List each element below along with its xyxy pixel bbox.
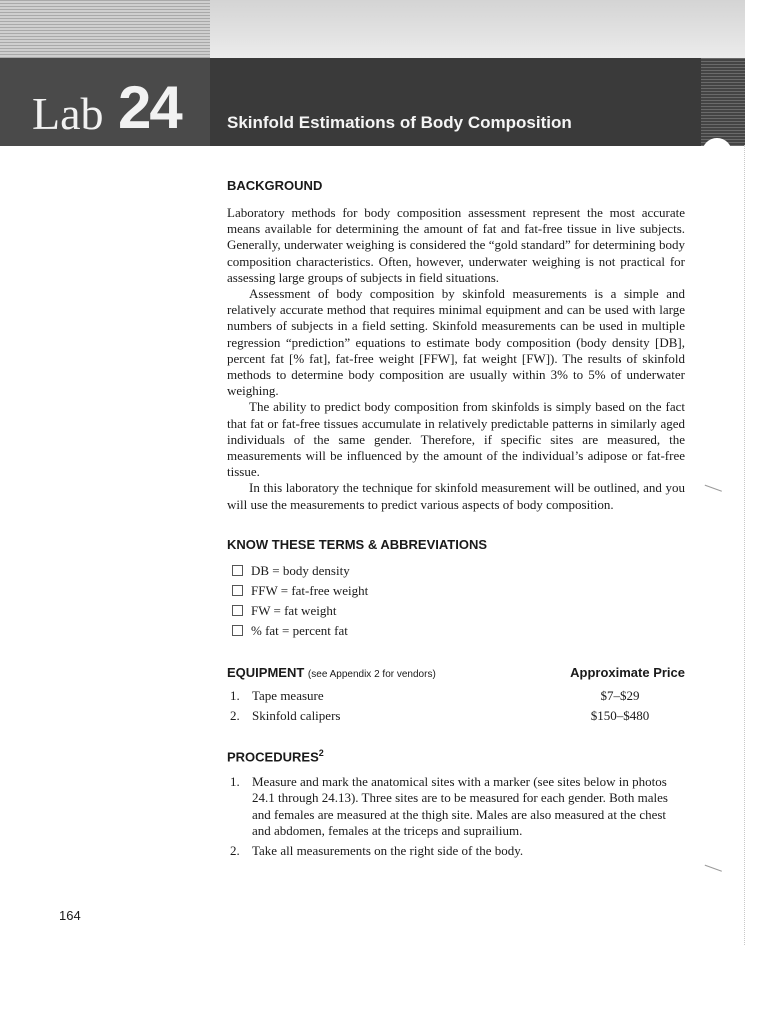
background-paragraph: Laboratory methods for body composition assessment represent the most accurate means available for determining the amount of fat and fat-free tissue in live subjects. Generally, underwater weighing is considered the “gold standard” for determining body composition characteristics. Often, however, underwater weighing is not practical for assessing large groups of subjects in field situations. — [227, 205, 685, 285]
chapter-title: Skinfold Estimations of Body Composition — [227, 113, 572, 132]
term-item: DB = body density — [227, 561, 685, 581]
terms-list — [227, 561, 685, 641]
equipment-heading: EQUIPMENT (see Appendix 2 for vendors) — [227, 664, 436, 680]
banner-lines — [701, 58, 745, 146]
background-heading: BACKGROUND — [227, 178, 323, 193]
equipment-header — [227, 665, 685, 680]
lab-number: 24 — [118, 74, 181, 141]
banner-dot — [702, 138, 732, 168]
procedures-list — [227, 774, 685, 859]
page-number: 164 — [59, 908, 81, 923]
procedure-step: 1. Measure and mark the anatomical sites with a marker (see sites below in photos 24.1 through 24.13). Three sites are to be measured for each gender. Both males and females are measured at the thigh site. Males are also measured at the chest and abdomen, females at the triceps and suprailium. — [230, 774, 668, 838]
background-paragraph: Assessment of body composition by skinfold measurements is a simple and relatively accurate method that requires minimal equipment and can be used with large numbers of subjects in a field setting. Skinfold measurements can be used in multiple regression “prediction” equations to estimate body composition (body density [DB], percent fat [% fat], fat-free weight [FFW], fat weight [FW]). The results of skinfold methods to determine body composition are usually within 3% to 5% of underwater weighing. — [227, 286, 685, 399]
margin-mark — [705, 475, 726, 491]
background-paragraph: In this laboratory the technique for skinfold measurement will be outlined, and you will use the measurements to predict various aspects of body composition. — [227, 480, 685, 512]
equipment-row: 1. Tape measure $7–$29 — [230, 687, 640, 703]
lab-word: Lab — [32, 88, 104, 139]
page-content — [227, 178, 685, 863]
term-item: FW = fat weight — [227, 601, 685, 621]
price-heading: Approximate Price — [570, 664, 685, 680]
terms-heading: KNOW THESE TERMS & ABBREVIATIONS — [227, 536, 488, 552]
header-lines — [0, 0, 210, 58]
procedures-heading: PROCEDURES$^2$ — [227, 747, 324, 765]
term-item: FFW = fat-free weight — [227, 581, 685, 601]
equipment-row: 2. Skinfold calipers $150–$480 — [230, 707, 650, 723]
page-edge — [744, 145, 746, 945]
procedure-step: 2. Take all measurements on the right side of the body. — [230, 843, 524, 858]
header-texture — [0, 0, 745, 58]
checkbox-icon — [232, 585, 243, 596]
margin-mark — [705, 855, 726, 871]
checkbox-icon — [232, 625, 243, 636]
checkbox-icon — [232, 605, 243, 616]
checkbox-icon — [232, 565, 243, 576]
chapter-banner — [0, 58, 745, 146]
background-paragraph: The ability to predict body composition from skinfolds is simply based on the fact that fat or fat-free tissues accumulate in relatively predictable patterns in similarly aged individuals of the same gender. Therefore, if specific sites are measured, the measurements will be influenced by the amount of the individual’s adipose or fat-free tissue. — [227, 399, 685, 480]
term-item: % fat = percent fat — [227, 621, 685, 641]
equipment-note: (see Appendix 2 for vendors) — [307, 668, 436, 680]
